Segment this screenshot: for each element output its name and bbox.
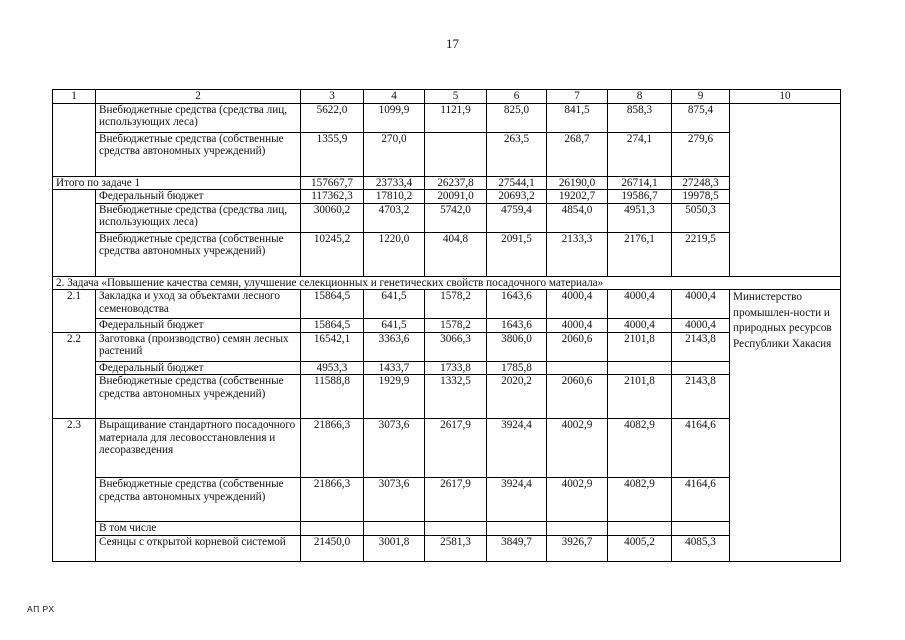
- table-row: [53, 535, 841, 561]
- value-cell: 2101,8: [608, 375, 672, 419]
- value-cell: 4002,9: [547, 419, 608, 478]
- value-cell: 4085,3: [672, 535, 730, 561]
- value-cell: 1355,9: [301, 132, 364, 176]
- responsible-cell: [730, 103, 841, 276]
- row-label: Итого по задаче 1: [53, 176, 301, 190]
- value-cell: 2133,3: [547, 232, 608, 276]
- value-cell: 404,8: [425, 232, 487, 276]
- value-cell: 1929,9: [364, 375, 425, 419]
- value-cell: 875,4: [672, 103, 730, 132]
- row-label: В том числе: [96, 522, 301, 536]
- table-row: [53, 190, 841, 204]
- value-cell: 1785,8: [487, 361, 547, 375]
- value-cell: 5050,3: [672, 203, 730, 232]
- value-cell: [608, 361, 672, 375]
- row-label: Федеральный бюджет: [96, 190, 301, 204]
- value-cell: [672, 522, 730, 536]
- table-row: [53, 290, 841, 319]
- header-cell: 6: [487, 90, 547, 104]
- value-cell: 4000,4: [672, 319, 730, 333]
- row-code: 2.1: [53, 290, 96, 319]
- table-row: [53, 478, 841, 522]
- row-label: Заготовка (производство) семян лесных растений: [96, 332, 301, 361]
- row-label: Федеральный бюджет: [96, 361, 301, 375]
- value-cell: [301, 522, 364, 536]
- value-cell: 11588,8: [301, 375, 364, 419]
- table-header-row: [53, 90, 841, 104]
- row-label: Внебюджетные средства (собственные средства автономных учреждений): [96, 375, 301, 419]
- row-code: [53, 132, 96, 176]
- value-cell: [364, 522, 425, 536]
- value-cell: 157667,7: [301, 176, 364, 190]
- value-cell: 3363,6: [364, 332, 425, 361]
- value-cell: 2091,5: [487, 232, 547, 276]
- value-cell: 1643,6: [487, 319, 547, 333]
- row-code: 2.2: [53, 332, 96, 361]
- value-cell: 4000,4: [547, 319, 608, 333]
- value-cell: [425, 522, 487, 536]
- table-row: [53, 176, 841, 190]
- value-cell: 1578,2: [425, 319, 487, 333]
- value-cell: [425, 132, 487, 176]
- header-cell: 10: [730, 90, 841, 104]
- row-label: Федеральный бюджет: [96, 319, 301, 333]
- value-cell: 2581,3: [425, 535, 487, 561]
- value-cell: 4000,4: [608, 319, 672, 333]
- value-cell: 117362,3: [301, 190, 364, 204]
- value-cell: 4703,2: [364, 203, 425, 232]
- value-cell: 825,0: [487, 103, 547, 132]
- row-label: Внебюджетные средства (собственные средства автономных учреждений): [96, 232, 301, 276]
- value-cell: 4082,9: [608, 419, 672, 478]
- value-cell: 1332,5: [425, 375, 487, 419]
- table-row: [53, 375, 841, 419]
- value-cell: 19978,5: [672, 190, 730, 204]
- value-cell: 270,0: [364, 132, 425, 176]
- value-cell: [547, 522, 608, 536]
- value-cell: 5622,0: [301, 103, 364, 132]
- value-cell: 2143,8: [672, 375, 730, 419]
- table-row: [53, 419, 841, 478]
- row-label: Внебюджетные средства (средства лиц, использующих леса): [96, 103, 301, 132]
- row-label: Внебюджетные средства (собственные средства автономных учреждений): [96, 132, 301, 176]
- table-row: [53, 203, 841, 232]
- value-cell: 2101,8: [608, 332, 672, 361]
- budget-table: [52, 89, 841, 562]
- value-cell: 27248,3: [672, 176, 730, 190]
- value-cell: [487, 522, 547, 536]
- value-cell: 3924,4: [487, 419, 547, 478]
- row-label: Сеянцы с открытой корневой системой: [96, 535, 301, 561]
- table-row: [53, 319, 841, 333]
- row-label: Внебюджетные средства (собственные средства автономных учреждений): [96, 478, 301, 522]
- header-cell: 1: [53, 90, 96, 104]
- value-cell: 2060,6: [547, 375, 608, 419]
- value-cell: 1643,6: [487, 290, 547, 319]
- table-row: [53, 361, 841, 375]
- value-cell: 15864,5: [301, 290, 364, 319]
- value-cell: 21450,0: [301, 535, 364, 561]
- value-cell: 268,7: [547, 132, 608, 176]
- row-code: [53, 478, 96, 522]
- value-cell: 3926,7: [547, 535, 608, 561]
- value-cell: 3806,0: [487, 332, 547, 361]
- value-cell: 4951,3: [608, 203, 672, 232]
- value-cell: 4000,4: [608, 290, 672, 319]
- row-code: [53, 203, 96, 232]
- value-cell: 26237,8: [425, 176, 487, 190]
- value-cell: 3066,3: [425, 332, 487, 361]
- header-cell: 3: [301, 90, 364, 104]
- value-cell: 3073,6: [364, 478, 425, 522]
- value-cell: 2617,9: [425, 419, 487, 478]
- row-label: Выращивание стандартного посадочного материала для лесовосстановления и лесоразведения: [96, 419, 301, 478]
- value-cell: [547, 361, 608, 375]
- value-cell: 19586,7: [608, 190, 672, 204]
- value-cell: 4164,6: [672, 419, 730, 478]
- value-cell: 641,5: [364, 290, 425, 319]
- table-row: [53, 103, 841, 132]
- value-cell: 1099,9: [364, 103, 425, 132]
- value-cell: 10245,2: [301, 232, 364, 276]
- value-cell: 21866,3: [301, 478, 364, 522]
- row-code: [53, 319, 96, 333]
- row-code: [53, 103, 96, 132]
- value-cell: 3924,4: [487, 478, 547, 522]
- table-row: [53, 132, 841, 176]
- value-cell: 20693,2: [487, 190, 547, 204]
- value-cell: [672, 361, 730, 375]
- value-cell: 4759,4: [487, 203, 547, 232]
- table-row: [53, 276, 841, 290]
- value-cell: 274,1: [608, 132, 672, 176]
- value-cell: 1121,9: [425, 103, 487, 132]
- header-cell: 7: [547, 90, 608, 104]
- value-cell: 2617,9: [425, 478, 487, 522]
- value-cell: 4082,9: [608, 478, 672, 522]
- value-cell: 3073,6: [364, 419, 425, 478]
- value-cell: 4164,6: [672, 478, 730, 522]
- value-cell: 4000,4: [672, 290, 730, 319]
- value-cell: 2060,6: [547, 332, 608, 361]
- value-cell: 2020,2: [487, 375, 547, 419]
- value-cell: 279,6: [672, 132, 730, 176]
- row-code: [53, 535, 96, 561]
- value-cell: 1733,8: [425, 361, 487, 375]
- row-label: Закладка и уход за объектами лесного семеноводства: [96, 290, 301, 319]
- value-cell: 15864,5: [301, 319, 364, 333]
- row-code: [53, 361, 96, 375]
- value-cell: 1220,0: [364, 232, 425, 276]
- value-cell: 23733,4: [364, 176, 425, 190]
- value-cell: 4005,2: [608, 535, 672, 561]
- row-label: Внебюджетные средства (средства лиц, использующих леса): [96, 203, 301, 232]
- value-cell: 16542,1: [301, 332, 364, 361]
- header-cell: 5: [425, 90, 487, 104]
- value-cell: [608, 522, 672, 536]
- responsible-executor: Министерство промышлен-ности и природных ресурсов Республики Хакасия: [730, 290, 841, 562]
- table-row: [53, 522, 841, 536]
- value-cell: 4000,4: [547, 290, 608, 319]
- value-cell: 3849,7: [487, 535, 547, 561]
- value-cell: 2219,5: [672, 232, 730, 276]
- value-cell: 641,5: [364, 319, 425, 333]
- row-code: [53, 375, 96, 419]
- value-cell: 2143,8: [672, 332, 730, 361]
- table-row: [53, 232, 841, 276]
- row-code: [53, 522, 96, 536]
- value-cell: 263,5: [487, 132, 547, 176]
- value-cell: 20091,0: [425, 190, 487, 204]
- header-cell: 2: [96, 90, 301, 104]
- value-cell: 26714,1: [608, 176, 672, 190]
- row-code: [53, 190, 96, 204]
- value-cell: 2176,1: [608, 232, 672, 276]
- value-cell: 1433,7: [364, 361, 425, 375]
- value-cell: 3001,8: [364, 535, 425, 561]
- value-cell: 21866,3: [301, 419, 364, 478]
- value-cell: 4953,3: [301, 361, 364, 375]
- value-cell: 26190,0: [547, 176, 608, 190]
- page-number: 17: [446, 36, 459, 51]
- value-cell: 27544,1: [487, 176, 547, 190]
- value-cell: 4854,0: [547, 203, 608, 232]
- value-cell: 4002,9: [547, 478, 608, 522]
- value-cell: 858,3: [608, 103, 672, 132]
- table-row: [53, 332, 841, 361]
- value-cell: 30060,2: [301, 203, 364, 232]
- value-cell: 5742,0: [425, 203, 487, 232]
- row-code: [53, 232, 96, 276]
- footer-mark: АП РХ: [27, 604, 55, 614]
- value-cell: 841,5: [547, 103, 608, 132]
- header-cell: 8: [608, 90, 672, 104]
- header-cell: 4: [364, 90, 425, 104]
- value-cell: 1578,2: [425, 290, 487, 319]
- header-cell: 9: [672, 90, 730, 104]
- value-cell: 19202,7: [547, 190, 608, 204]
- task-heading: 2. Задача «Повышение качества семян, улучшение селекционных и генетических свойств посадочного материала»: [53, 276, 841, 290]
- value-cell: 17810,2: [364, 190, 425, 204]
- row-code: 2.3: [53, 419, 96, 478]
